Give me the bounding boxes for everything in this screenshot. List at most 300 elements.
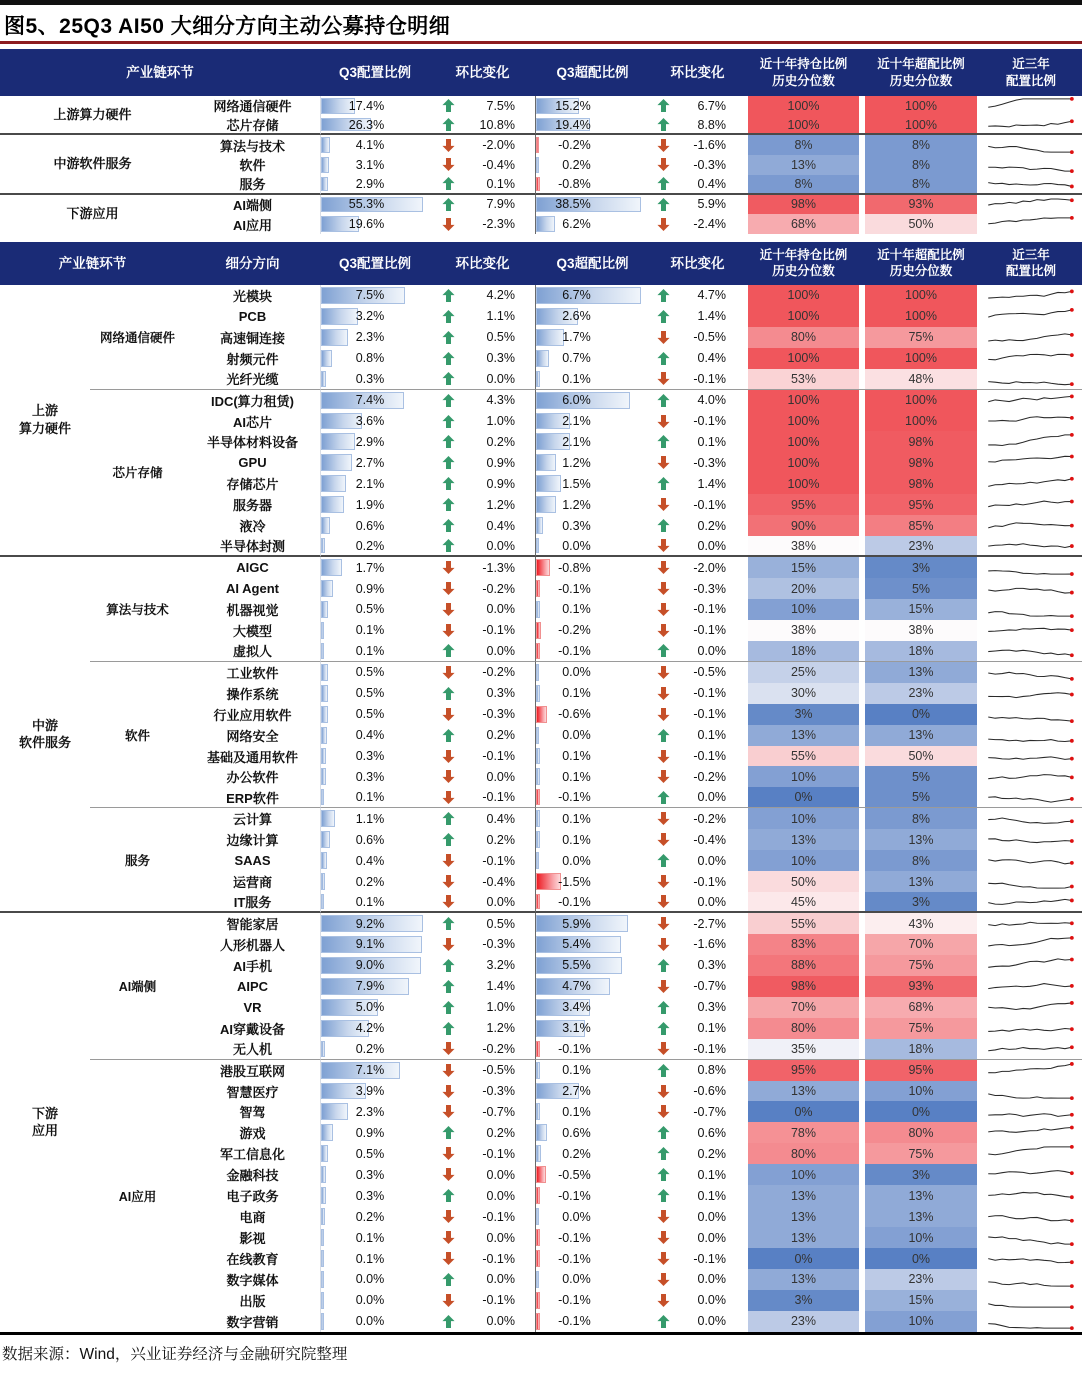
qoq-change-cell xyxy=(650,1018,745,1039)
title-rule xyxy=(0,41,1082,44)
percentile-fill: 23% xyxy=(748,1311,859,1332)
qoq-change-cell xyxy=(650,1122,745,1143)
sparkline-end-dot xyxy=(1070,958,1074,962)
qoq-change-cell xyxy=(430,578,535,599)
percentile-fill: 15% xyxy=(748,557,859,578)
alloc-value: 55.3% xyxy=(348,197,385,212)
alloc-bar-cell xyxy=(320,1039,430,1060)
percentile-fill: 13% xyxy=(865,829,977,850)
alloc-bar-cell xyxy=(320,390,430,411)
over-value: 0.1% xyxy=(562,686,591,701)
sparkline-path xyxy=(988,1028,1072,1031)
percentile-fill: 100% xyxy=(865,390,977,411)
down-arrow-icon xyxy=(442,938,455,951)
change-arrow xyxy=(657,139,670,152)
alloc-value: 0.2% xyxy=(355,1041,385,1056)
alloc-value: 2.3% xyxy=(355,1104,385,1119)
qoq-change-value: 0.5% xyxy=(486,330,515,345)
change-arrow xyxy=(442,372,455,385)
percentile-fill: 75% xyxy=(865,955,977,976)
qoq-change-cell xyxy=(430,725,535,746)
direction-name: 服务 xyxy=(185,175,320,195)
change-arrow xyxy=(657,1085,670,1098)
percentile-fill: 100% xyxy=(748,452,859,473)
qoq-change-value: -0.4% xyxy=(693,832,726,847)
sparkline-end-dot xyxy=(1070,1096,1074,1100)
alloc-value: 0.4% xyxy=(355,853,385,868)
alloc-bar-cell xyxy=(320,1081,430,1102)
up-arrow-icon xyxy=(657,352,670,365)
alloc-bar-cell xyxy=(320,704,430,725)
over-percentile-cell xyxy=(862,1269,980,1290)
alloc-value: 0.1% xyxy=(355,1251,385,1266)
over-bar-cell xyxy=(535,473,650,494)
change-arrow xyxy=(657,666,670,679)
trend-sparkline xyxy=(983,328,1079,347)
qoq-change-value: 0.2% xyxy=(486,832,515,847)
qoq-change-cell xyxy=(650,390,745,411)
percentile-fill: 100% xyxy=(748,473,859,494)
alloc-value: 4.1% xyxy=(355,138,385,153)
over-value: 0.6% xyxy=(562,1125,591,1140)
over-percentile-cell xyxy=(862,411,980,432)
percentile-fill: 48% xyxy=(865,369,977,389)
alloc-bar-cell xyxy=(320,473,430,494)
over-value: -0.6% xyxy=(558,707,591,722)
up-arrow-icon xyxy=(657,1315,670,1328)
alloc-value: 0.1% xyxy=(355,643,385,658)
over-percentile-cell xyxy=(862,557,980,578)
qoq-change-cell xyxy=(430,871,535,892)
percentile-fill: 100% xyxy=(865,96,977,116)
sparkline-end-dot xyxy=(1070,1062,1074,1066)
up-arrow-icon xyxy=(442,539,455,552)
up-arrow-icon xyxy=(442,456,455,469)
qoq-change-value: 1.0% xyxy=(486,414,515,429)
qoq-change-value: 1.4% xyxy=(697,309,726,324)
qoq-change-cell xyxy=(650,808,745,829)
qoq-change-value: 0.1% xyxy=(486,176,515,191)
col-header-hold-percentile: 近十年持仓比例 历史分位数 xyxy=(759,248,848,279)
up-arrow-icon xyxy=(657,177,670,190)
hold-percentile-cell xyxy=(745,913,862,934)
qoq-change-cell xyxy=(650,306,745,327)
qoq-change-cell xyxy=(650,829,745,850)
trend-sparkline-cell xyxy=(980,1311,1082,1332)
sparkline-end-dot xyxy=(1070,433,1074,437)
percentile-fill: 13% xyxy=(865,1185,977,1206)
trend-sparkline xyxy=(983,914,1079,933)
qoq-change-cell xyxy=(430,787,535,808)
over-bar-cell xyxy=(535,641,650,662)
over-value: 6.7% xyxy=(562,288,591,303)
over-bar-cell xyxy=(535,578,650,599)
over-percentile-cell xyxy=(862,1018,980,1039)
alloc-value: 3.1% xyxy=(355,157,385,172)
sparkline-end-dot xyxy=(1070,524,1074,528)
change-arrow xyxy=(657,198,670,211)
up-arrow-icon xyxy=(657,854,670,867)
qoq-change-value: 0.0% xyxy=(697,1314,726,1329)
over-value: 0.0% xyxy=(562,665,591,680)
over-bar-cell xyxy=(535,1060,650,1081)
over-percentile-cell xyxy=(862,829,980,850)
alloc-bar-cell xyxy=(320,787,430,808)
up-arrow-icon xyxy=(442,959,455,972)
alloc-value: 9.0% xyxy=(355,958,385,973)
percentile-fill: 13% xyxy=(865,871,977,892)
percentile-fill: 8% xyxy=(748,135,859,155)
hold-percentile-cell xyxy=(745,1290,862,1311)
qoq-change-cell xyxy=(430,348,535,369)
qoq-change-cell xyxy=(650,175,745,195)
down-arrow-icon xyxy=(442,791,455,804)
qoq-change-cell xyxy=(430,683,535,704)
over-value: 3.4% xyxy=(562,1000,591,1015)
chain-group-label-line: 上游 xyxy=(31,403,58,419)
change-arrow xyxy=(657,99,670,112)
percentile-fill: 100% xyxy=(748,348,859,369)
hold-percentile-cell xyxy=(745,515,862,536)
over-value: 0.0% xyxy=(562,728,591,743)
over-bar-cell xyxy=(535,390,650,411)
up-arrow-icon xyxy=(657,394,670,407)
down-arrow-icon xyxy=(657,917,670,930)
direction-name: 金融科技 xyxy=(226,1168,279,1184)
qoq-change-cell xyxy=(650,620,745,641)
trend-sparkline-cell xyxy=(980,1248,1082,1269)
percentile-fill: 43% xyxy=(865,913,977,934)
hold-percentile-cell xyxy=(745,214,862,234)
alloc-bar-cell xyxy=(320,662,430,683)
alloc-value: 0.2% xyxy=(355,538,385,553)
alloc-value: 0.3% xyxy=(355,769,385,784)
direction-name: 智慧医疗 xyxy=(226,1084,279,1100)
sparkline-path xyxy=(988,183,1072,187)
up-arrow-icon xyxy=(657,959,670,972)
over-value: 1.5% xyxy=(562,476,591,491)
qoq-change-cell xyxy=(650,285,745,306)
over-value: 4.7% xyxy=(562,979,591,994)
qoq-change-cell xyxy=(650,536,745,557)
sparkline-end-dot xyxy=(1070,150,1074,154)
up-arrow-icon xyxy=(657,791,670,804)
percentile-fill: 13% xyxy=(748,1269,859,1290)
down-arrow-icon xyxy=(657,708,670,721)
hold-percentile-cell xyxy=(745,871,862,892)
change-arrow xyxy=(657,1064,670,1077)
change-arrow xyxy=(442,582,455,595)
down-arrow-icon xyxy=(442,875,455,888)
qoq-change-cell xyxy=(430,431,535,452)
direction-name: 网络通信硬件 xyxy=(213,99,292,115)
percentile-fill: 8% xyxy=(748,175,859,193)
alloc-value: 2.1% xyxy=(355,476,385,491)
down-arrow-icon xyxy=(442,1231,455,1244)
alloc-value: 2.3% xyxy=(355,330,385,345)
qoq-change-value: 0.0% xyxy=(486,538,515,553)
sparkline-end-dot xyxy=(1070,1113,1074,1117)
alloc-value: 0.5% xyxy=(355,707,385,722)
trend-sparkline xyxy=(983,412,1079,431)
down-arrow-icon xyxy=(442,854,455,867)
percentile-fill: 35% xyxy=(748,1039,859,1059)
qoq-change-cell xyxy=(650,1185,745,1206)
alloc-bar-cell xyxy=(320,829,430,850)
down-arrow-icon xyxy=(442,1105,455,1118)
trend-sparkline xyxy=(983,174,1079,193)
trend-sparkline-cell xyxy=(980,96,1082,116)
percentile-fill: 13% xyxy=(748,1185,859,1206)
qoq-change-value: -0.3% xyxy=(482,707,515,722)
over-percentile-cell xyxy=(862,683,980,704)
hold-percentile-cell xyxy=(745,348,862,369)
qoq-change-cell xyxy=(430,913,535,934)
col-header-qoq1: 环比变化 xyxy=(455,64,510,80)
direction-name: AI应用 xyxy=(232,217,272,233)
sparkline-path xyxy=(988,860,1072,864)
over-percentile-cell xyxy=(862,662,980,683)
trend-sparkline xyxy=(983,747,1079,766)
sparkline-path xyxy=(988,672,1072,679)
change-arrow xyxy=(657,519,670,532)
over-bar-cell xyxy=(535,369,650,390)
sparkline-path xyxy=(988,523,1072,528)
alloc-bar-cell xyxy=(320,214,430,234)
over-bar-cell xyxy=(535,1227,650,1248)
sparkline-path xyxy=(988,1114,1072,1117)
alloc-value: 1.7% xyxy=(355,560,385,575)
alloc-value: 9.2% xyxy=(355,916,385,931)
chain-group-label: 下游应用 xyxy=(66,206,119,222)
qoq-change-cell xyxy=(650,515,745,536)
qoq-change-value: 0.3% xyxy=(486,351,515,366)
qoq-change-cell xyxy=(430,829,535,850)
sparkline-path xyxy=(988,899,1072,904)
trend-sparkline-cell xyxy=(980,578,1082,599)
qoq-change-value: 1.2% xyxy=(486,497,515,512)
hold-percentile-cell xyxy=(745,452,862,473)
qoq-change-value: 0.1% xyxy=(697,434,726,449)
over-percentile-cell xyxy=(862,1248,980,1269)
percentile-fill: 13% xyxy=(748,725,859,746)
up-arrow-icon xyxy=(442,289,455,302)
qoq-change-cell xyxy=(650,411,745,432)
percentile-fill: 0% xyxy=(865,1248,977,1269)
summary-table-header xyxy=(0,49,1082,96)
alloc-bar-cell xyxy=(320,116,430,136)
qoq-change-cell xyxy=(650,599,745,620)
over-percentile-cell xyxy=(862,175,980,195)
direction-name: 高速铜连接 xyxy=(219,330,285,346)
hold-percentile-cell xyxy=(745,997,862,1018)
qoq-change-value: -2.0% xyxy=(693,560,726,575)
over-bar-cell xyxy=(535,1185,650,1206)
over-percentile-cell xyxy=(862,431,980,452)
qoq-change-cell xyxy=(650,494,745,515)
trend-sparkline xyxy=(983,621,1079,640)
qoq-change-cell xyxy=(650,913,745,934)
percentile-fill: 98% xyxy=(865,431,977,452)
trend-sparkline-cell xyxy=(980,473,1082,494)
over-value: 6.2% xyxy=(562,217,591,232)
change-arrow xyxy=(442,1210,455,1223)
qoq-change-value: 1.2% xyxy=(486,1021,515,1036)
direction-name: 在线教育 xyxy=(226,1252,279,1268)
direction-name: 行业应用软件 xyxy=(213,707,292,723)
up-arrow-icon xyxy=(442,1001,455,1014)
sparkline-path xyxy=(988,382,1072,385)
hold-percentile-cell xyxy=(745,411,862,432)
qoq-change-value: -0.7% xyxy=(482,1104,515,1119)
up-arrow-icon xyxy=(442,519,455,532)
percentile-fill: 80% xyxy=(748,1018,859,1039)
qoq-change-cell xyxy=(430,327,535,348)
over-value: 0.2% xyxy=(562,157,591,172)
qoq-change-cell xyxy=(650,1101,745,1122)
change-arrow xyxy=(657,177,670,190)
change-arrow xyxy=(657,539,670,552)
qoq-change-value: 0.2% xyxy=(697,1146,726,1161)
down-arrow-icon xyxy=(657,1231,670,1244)
change-arrow xyxy=(442,118,455,131)
qoq-change-cell xyxy=(650,348,745,369)
percentile-fill: 38% xyxy=(865,620,977,641)
change-arrow xyxy=(442,1273,455,1286)
alloc-bar-cell xyxy=(320,515,430,536)
over-value: 19.4% xyxy=(555,117,591,132)
qoq-change-cell xyxy=(430,1122,535,1143)
sparkline-path xyxy=(988,1304,1072,1307)
over-bar-cell xyxy=(535,175,650,195)
percentile-fill: 100% xyxy=(748,390,859,411)
percentile-fill: 50% xyxy=(865,746,977,767)
col-header-q3-alloc: Q3配置比例 xyxy=(338,64,411,80)
percentile-fill: 0% xyxy=(748,787,859,807)
direction-name: 影视 xyxy=(239,1231,266,1247)
hold-percentile-cell xyxy=(745,808,862,829)
alloc-bar-cell xyxy=(320,452,430,473)
qoq-change-cell xyxy=(430,515,535,536)
trend-sparkline xyxy=(983,96,1079,115)
alloc-bar-cell xyxy=(320,96,430,116)
hold-percentile-cell xyxy=(745,96,862,116)
direction-name: GPU xyxy=(238,455,267,471)
change-arrow xyxy=(657,331,670,344)
change-arrow xyxy=(657,1042,670,1055)
sparkline-end-dot xyxy=(1070,477,1074,481)
alloc-bar-cell xyxy=(320,934,430,955)
trend-sparkline-cell xyxy=(980,997,1082,1018)
sparkline-path xyxy=(988,99,1072,107)
sparkline-path xyxy=(988,168,1072,172)
over-bar-cell xyxy=(535,431,650,452)
sparkline-path xyxy=(988,310,1072,317)
alloc-bar-cell xyxy=(320,557,430,578)
change-arrow xyxy=(442,1231,455,1244)
alloc-bar-cell xyxy=(320,892,430,913)
sparkline-end-dot xyxy=(1070,1126,1074,1130)
percentile-fill: 13% xyxy=(748,1081,859,1102)
down-arrow-icon xyxy=(657,158,670,171)
qoq-change-value: 0.2% xyxy=(486,434,515,449)
trend-sparkline xyxy=(983,726,1079,745)
over-percentile-cell xyxy=(862,850,980,871)
alloc-value: 0.5% xyxy=(355,1146,385,1161)
over-percentile-cell xyxy=(862,746,980,767)
qoq-change-cell xyxy=(650,1206,745,1227)
over-value: 6.0% xyxy=(562,393,591,408)
direction-name: 出版 xyxy=(239,1293,266,1309)
direction-name: 军工信息化 xyxy=(219,1147,285,1163)
trend-sparkline-cell xyxy=(980,1269,1082,1290)
down-arrow-icon xyxy=(442,624,455,637)
alloc-value: 0.3% xyxy=(355,1167,385,1182)
percentile-fill: 3% xyxy=(865,557,977,578)
hold-percentile-cell xyxy=(745,829,862,850)
percentile-fill: 13% xyxy=(748,1227,859,1248)
hold-percentile-cell xyxy=(745,955,862,976)
percentile-fill: 3% xyxy=(865,1164,977,1185)
over-value: 3.1% xyxy=(562,1021,591,1036)
alloc-bar-cell xyxy=(320,1227,430,1248)
over-value: 1.2% xyxy=(562,455,591,470)
direction-name: PCB xyxy=(238,308,267,324)
qoq-change-value: 0.3% xyxy=(486,686,515,701)
col-header-chain: 产业链环节 xyxy=(58,255,127,271)
qoq-change-cell xyxy=(650,578,745,599)
up-arrow-icon xyxy=(657,644,670,657)
sparkline-end-dot xyxy=(1070,861,1074,865)
qoq-change-value: -0.1% xyxy=(482,623,515,638)
alloc-value: 0.5% xyxy=(355,665,385,680)
qoq-change-value: -0.1% xyxy=(693,707,726,722)
hold-percentile-cell xyxy=(745,641,862,662)
down-arrow-icon xyxy=(657,666,670,679)
qoq-change-value: 6.7% xyxy=(697,98,726,113)
qoq-change-value: -0.1% xyxy=(482,1209,515,1224)
up-arrow-icon xyxy=(442,435,455,448)
percentile-fill: 13% xyxy=(748,1206,859,1227)
over-percentile-cell xyxy=(862,285,980,306)
direction-name: AI手机 xyxy=(232,958,272,974)
alloc-value: 0.1% xyxy=(355,790,385,805)
change-arrow xyxy=(657,729,670,742)
alloc-value: 0.0% xyxy=(355,1293,385,1308)
over-percentile-cell xyxy=(862,620,980,641)
trend-sparkline-cell xyxy=(980,934,1082,955)
summary-table-body xyxy=(0,96,1082,234)
over-percentile-cell xyxy=(862,787,980,808)
change-arrow xyxy=(442,310,455,323)
alloc-bar-cell xyxy=(320,195,430,215)
hold-percentile-cell xyxy=(745,1227,862,1248)
qoq-change-value: -1.6% xyxy=(693,937,726,952)
up-arrow-icon xyxy=(442,352,455,365)
sparkline-end-dot xyxy=(1070,776,1074,780)
col-header-hold-percentile: 近十年持仓比例 历史分位数 xyxy=(759,57,848,88)
over-percentile-cell xyxy=(862,1290,980,1311)
percentile-fill: 3% xyxy=(748,704,859,725)
qoq-change-value: -0.4% xyxy=(482,874,515,889)
qoq-change-cell xyxy=(430,1081,535,1102)
trend-sparkline xyxy=(983,579,1079,598)
over-bar-cell xyxy=(535,955,650,976)
trend-sparkline-cell xyxy=(980,1122,1082,1143)
trend-sparkline-cell xyxy=(980,1060,1082,1081)
qoq-change-cell xyxy=(650,1227,745,1248)
direction-name: 存储芯片 xyxy=(226,477,279,493)
